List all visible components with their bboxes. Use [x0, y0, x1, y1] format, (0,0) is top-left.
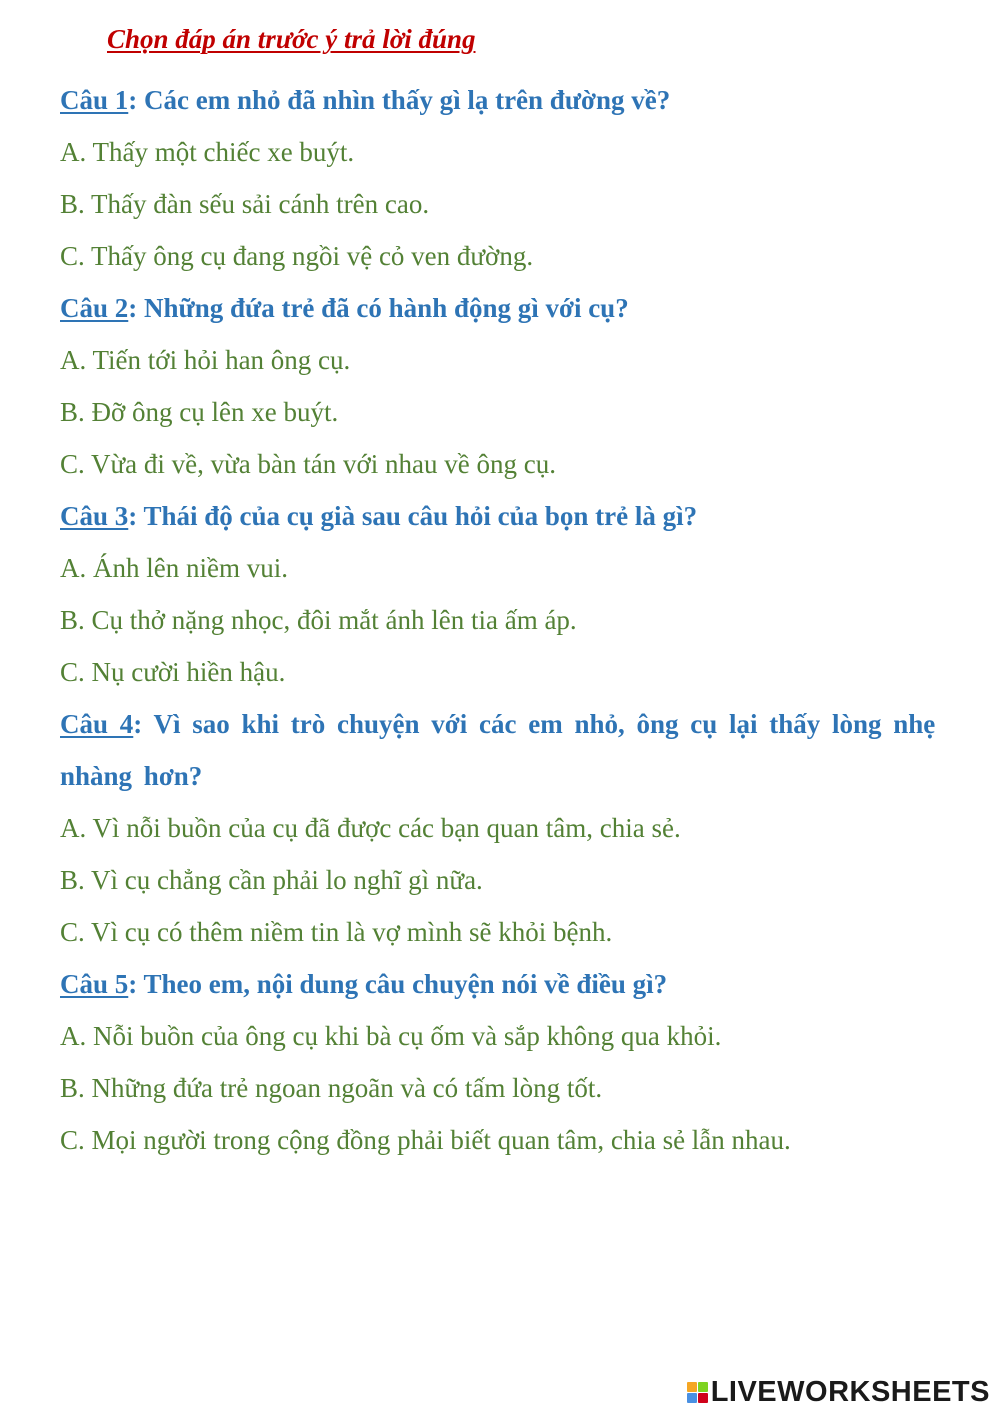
- question-list: [60, 74, 940, 1166]
- option-2b[interactable]: B. Đỡ ông cụ lên xe buýt.: [60, 397, 339, 427]
- question-label: Câu 3: [60, 501, 129, 531]
- option-2a[interactable]: A. Tiến tới hỏi han ông cụ.: [60, 345, 351, 375]
- question-3: [60, 490, 940, 542]
- question-4: [60, 698, 940, 802]
- question-2: [60, 282, 940, 334]
- question-label: Câu 1: [60, 85, 129, 115]
- question-5: [60, 958, 940, 1010]
- option-3c[interactable]: C. Nụ cười hiền hậu.: [60, 657, 286, 687]
- logo-square: [698, 1393, 708, 1403]
- option-1b[interactable]: B. Thấy đàn sếu sải cánh trên cao.: [60, 189, 430, 219]
- question-text: : Thái độ của cụ già sau câu hỏi của bọn trẻ là gì?: [128, 501, 698, 531]
- option-5a[interactable]: A. Nỗi buồn của ông cụ khi bà cụ ốm và sắp không qua khỏi.: [60, 1021, 722, 1051]
- logo-square: [687, 1382, 697, 1392]
- option-4b[interactable]: B. Vì cụ chẳng cần phải lo nghĩ gì nữa.: [60, 865, 483, 895]
- worksheet-title: Chọn đáp án trước ý trả lời đúng: [107, 24, 476, 54]
- liveworksheets-icon: [687, 1382, 708, 1403]
- option-4c[interactable]: C. Vì cụ có thêm niềm tin là vợ mình sẽ khỏi bệnh.: [60, 917, 613, 947]
- logo-square: [698, 1382, 708, 1392]
- option-3a[interactable]: A. Ánh lên niềm vui.: [60, 553, 288, 583]
- question-text: : Theo em, nội dung câu chuyện nói về điều gì?: [128, 969, 668, 999]
- option-1a[interactable]: A. Thấy một chiếc xe buýt.: [60, 137, 355, 167]
- question-text: : Những đứa trẻ đã có hành động gì với cụ?: [128, 293, 629, 323]
- question-label: Câu 5: [60, 969, 129, 999]
- question-label: Câu 2: [60, 293, 129, 323]
- logo-square: [687, 1393, 697, 1403]
- option-1c[interactable]: C. Thấy ông cụ đang ngồi vệ cỏ ven đường.: [60, 241, 534, 271]
- question-text: : Vì sao khi trò chuyện với các em nhỏ, ông cụ lại thấy lòng nhẹ nhàng hơn?: [60, 709, 936, 791]
- option-5b[interactable]: B. Những đứa trẻ ngoan ngoãn và có tấm lòng tốt.: [60, 1073, 603, 1103]
- option-2c[interactable]: C. Vừa đi về, vừa bàn tán với nhau về ông cụ.: [60, 449, 556, 479]
- option-3b[interactable]: B. Cụ thở nặng nhọc, đôi mắt ánh lên tia ấm áp.: [60, 605, 577, 635]
- option-5c[interactable]: C. Mọi người trong cộng đồng phải biết quan tâm, chia sẻ lẫn nhau.: [60, 1125, 791, 1155]
- liveworksheets-logo: [687, 1376, 990, 1409]
- question-text: : Các em nhỏ đã nhìn thấy gì lạ trên đường về?: [128, 85, 671, 115]
- question-label: Câu 4: [60, 709, 134, 739]
- option-4a[interactable]: A. Vì nỗi buồn của cụ đã được các bạn quan tâm, chia sẻ.: [60, 813, 681, 843]
- question-1: [60, 74, 940, 126]
- logo-text: LIVEWORKSHEETS: [710, 1376, 990, 1408]
